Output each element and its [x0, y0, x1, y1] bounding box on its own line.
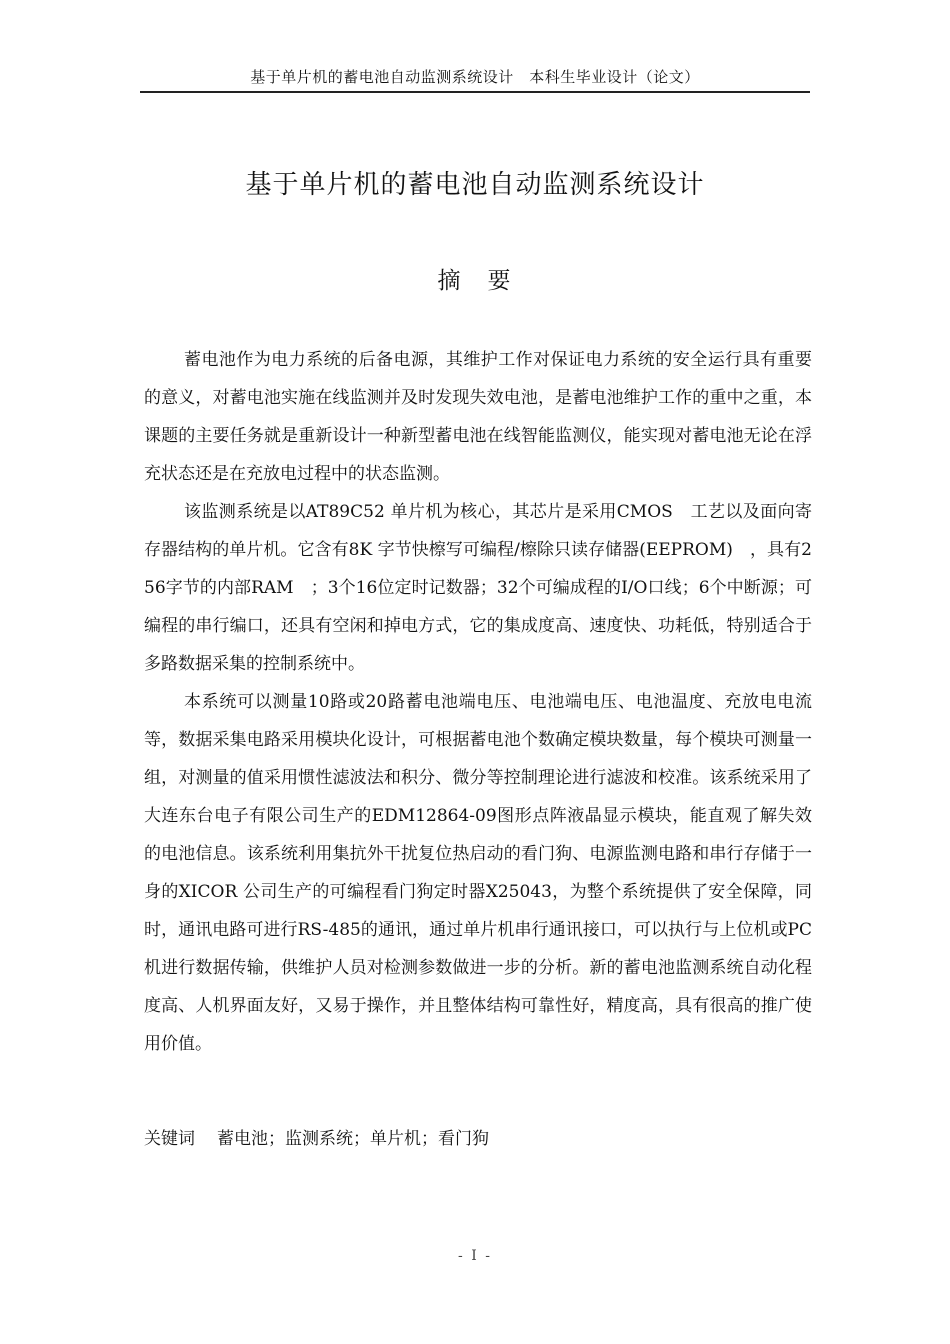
- keywords-line: [144, 1124, 812, 1154]
- document-title: 基于单片机的蓄电池自动监测系统设计: [245, 170, 705, 200]
- header-divider: [140, 91, 810, 93]
- keywords-label: 关键词: [144, 1129, 195, 1149]
- keywords-text: 蓄电池；监测系统；单片机；看门狗: [217, 1129, 489, 1149]
- running-header: 基于单片机的蓄电池自动监测系统设计 本科生毕业设计（论文）: [250, 68, 700, 86]
- abstract-paragraph-2: 该监测系统是以AT89C52 单片机为核心，其芯片是采用CMOS 工艺以及面向寄存器结构的单片机。它含有8K 字节快檫写可编程/檫除只读存储器(EEPROM) ，具有256字节的内部RAM ；3个16位定时记数器；32个可编成程的I/O口线；6个中断源；可编程的串行编口，还具有空闲和掉电方式，它的集成度高、速度快、功耗低，特别适合于多路数据采集的控制系统中。: [144, 502, 812, 674]
- abstract-paragraph-3: 本系统可以测量10路或20路蓄电池端电压、电池端电压、电池温度、充放电电流等，数据采集电路采用模块化设计，可根据蓄电池个数确定模块数量，每个模块可测量一组，对测量的值采用惯性滤波法和积分、微分等控制理论进行滤波和校准。该系统采用了大连东台电子有限公司生产的EDM12864-09图形点阵液晶显示模块，能直观了解失效的电池信息。该系统利用集抗外干扰复位热启动的看门狗、电源监测电路和串行存储于一身的XICOR 公司生产的可编程看门狗定时器X25043，为整个系统提供了安全保障，同时，通讯电路可进行RS-485的通讯，通过单片机串行通讯接口，可以执行与上位机或PC 机进行数据传输，供维护人员对检测参数做进一步的分析。新的蓄电池监测系统自动化程度高、人机界面友好，又易于操作，并且整体结构可靠性好，精度高，具有很高的推广使用价值。: [144, 692, 812, 1054]
- abstract-paragraph-1: 蓄电池作为电力系统的后备电源，其维护工作对保证电力系统的安全运行具有重要的意义，对蓄电池实施在线监测并及时发现失效电池，是蓄电池维护工作的重中之重，本课题的主要任务就是重新设计一种新型蓄电池在线智能监测仪，能实现对蓄电池无论在浮充状态还是在充放电过程中的状态监测。: [144, 350, 812, 484]
- abstract-body: [144, 341, 812, 1063]
- abstract-heading: 摘 要: [437, 268, 513, 294]
- page-number: - I -: [458, 1248, 492, 1264]
